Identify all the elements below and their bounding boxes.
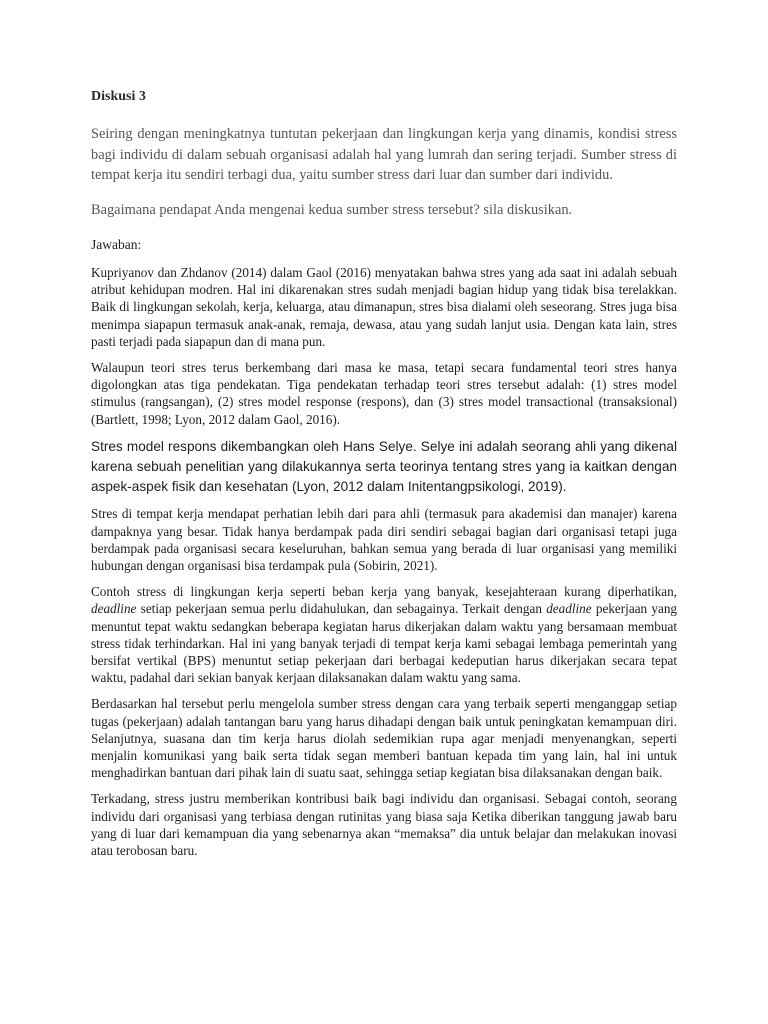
paragraph-text: setiap pekerjaan semua perlu didahulukan, dan sebagainya. Terkait dengan — [140, 601, 542, 617]
paragraph-text: pekerjaan yang menuntut tepat waktu sedangkan beberapa kegiatan harus dikerjakan dalam waktu yang bersamaan membuat stress tidak terhindarkan. Hal ini yang banyak terjadi di tempat kerja kami sebagai lembaga pemerintah yang bersifat vertikal (BPS) menuntut setiap pekerjaan dari berbagai kedeputian harus dikerjakan secara tepat waktu, padahal dari sekian banyak kerjaan dilaksanakan dalam waktu yang sama. — [91, 601, 678, 686]
answer-paragraph-4: Stres di tempat kerja mendapat perhatian lebih dari para ahli (termasuk para akademisi dan manajer) karena dampaknya yang besar. Tidak hanya berdampak pada diri sendiri sebagai bagian dari organisasi tetapi juga berdampak pada organisasi secara keseluruhan, bahkan semua yang berada di luar organisasi yang memiliki hubungan dengan organisasi bisa terdampak pula (Sobirin, 2021). — [91, 506, 677, 574]
document-body — [91, 88, 677, 868]
answer-paragraph-3: Stres model respons dikembangkan oleh Hans Selye. Selye ini adalah seorang ahli yang dikenal karena sebuah penelitian yang dilakukannya serta teorinya tentang stres yang ia kaitkan dengan aspek-aspek fisik dan kesehatan (Lyon, 2012 dalam Initentangpsikologi, 2019). — [91, 438, 677, 495]
answer-paragraph-1: Kupriyanov dan Zhdanov (2014) dalam Gaol (2016) menyatakan bahwa stres yang ada saat ini adalah sebuah atribut kehidupan modren. Hal ini dikarenakan stres sudah menjadi bagian hidup yang tidak bisa terelakkan. Baik di lingkungan sekolah, kerja, keluarga, atau dimanapun, stres bisa dialami oleh seseorang. Stres juga bisa menimpa siapapun termasuk anak-anak, remaja, dewasa, atau yang sudah lanjut usia. Dengan kata lain, stres pasti terjadi pada siapapun dan di mana pun. — [91, 265, 677, 349]
paragraph-text: Contoh stress di lingkungan kerja seperti beban kerja yang banyak, kesejahteraan kurang diperhatikan, — [91, 584, 677, 600]
discussion-question: Bagaimana pendapat Anda mengenai kedua sumber stress tersebut? sila diskusikan. — [91, 201, 573, 218]
document-title: Diskusi 3 — [91, 89, 146, 104]
italic-term-deadline: deadline — [91, 601, 137, 617]
answer-label: Jawaban: — [91, 237, 142, 252]
answer-paragraph-5 — [91, 583, 677, 686]
answer-paragraph-7: Terkadang, stress justru memberikan kontribusi baik bagi individu dan organisasi. Sebagai contoh, seorang individu dari organisasi yang terbiasa dengan rutinitas yang biasa saja Ketika diberikan tanggung jawab baru yang di luar dari kemampuan dia yang sebenarnya akan “memaksa” dia untuk belajar dan melakukan inovasi atau terobosan baru. — [91, 791, 677, 859]
answer-paragraph-2: Walaupun teori stres terus berkembang dari masa ke masa, tetapi secara fundamental teori stres hanya digolongkan atas tiga pendekatan. Tiga pendekatan terhadap teori stres tersebut adalah: (1) stres model stimulus (rangsangan), (2) stres model response (respons), dan (3) stres model transactional (transaksional) (Bartlett, 1998; Lyon, 2012 dalam Gaol, 2016). — [91, 360, 677, 427]
discussion-intro: Seiring dengan meningkatnya tuntutan pekerjaan dan lingkungan kerja yang dinamis, kondisi stress bagi individu di dalam sebuah organisasi adalah hal yang lumrah dan sering terjadi. Sumber stress di tempat kerja itu sendiri terbagi dua, yaitu sumber stress dari luar dan sumber dari individu. — [91, 126, 677, 183]
italic-term-deadline: deadline — [546, 601, 592, 617]
answer-paragraph-6: Berdasarkan hal tersebut perlu mengelola sumber stress dengan cara yang terbaik seperti menganggap setiap tugas (pekerjaan) adalah tantangan baru yang harus dihadapi dengan baik untuk peningkatan kemampuan diri. Selanjutnya, suasana dan tim kerja harus diolah sedemikian rupa agar menjadi menyenangkan, seperti menjalin komunikasi yang baik serta tidak segan memberi bantuan kepada tim yang lain, hal ini untuk menghadirkan bantuan dari pihak lain di suatu saat, sehingga setiap kegiatan bisa dilaksanakan dengan baik. — [91, 696, 677, 781]
